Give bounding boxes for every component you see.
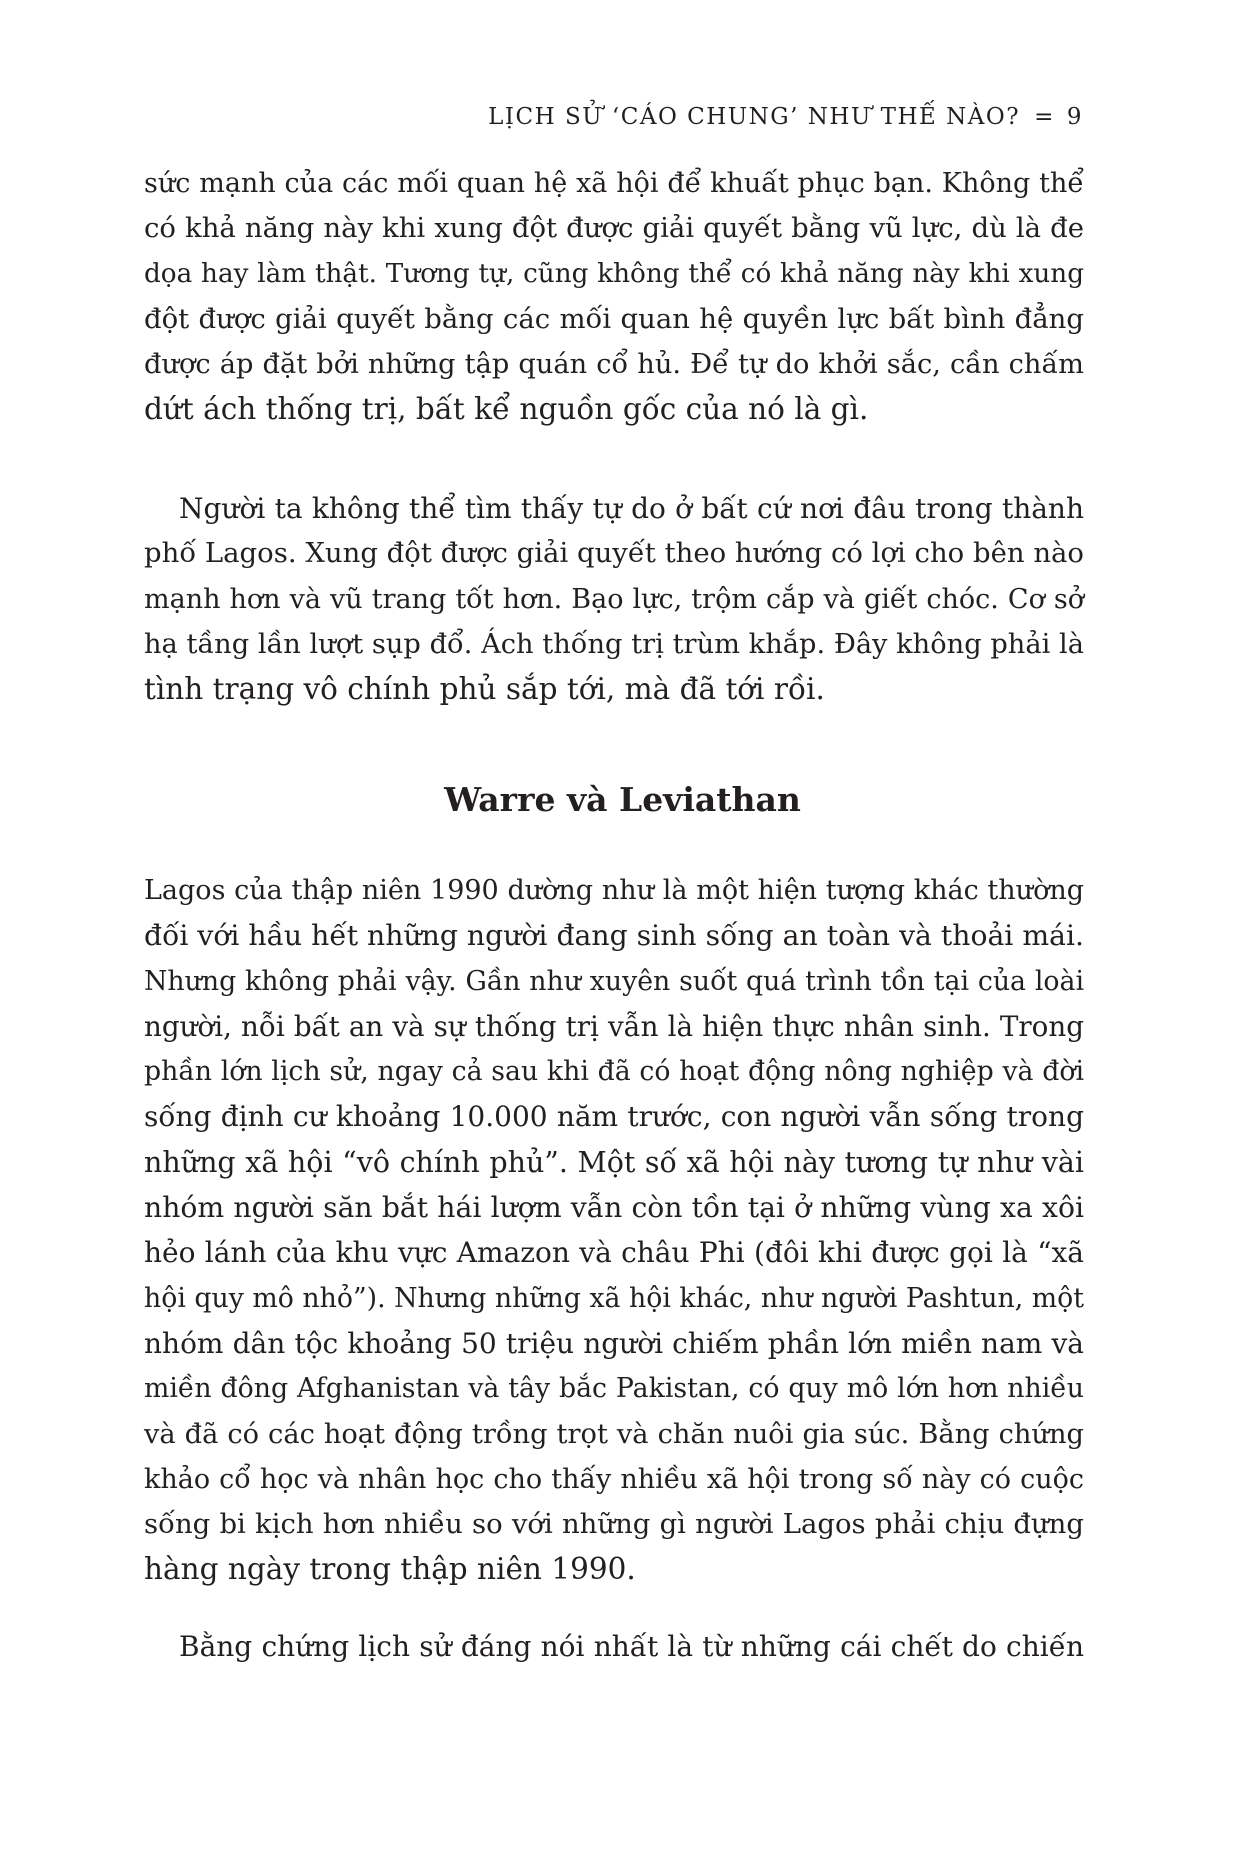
text-line: miền đông Afghanistan và tây bắc Pakistan, có quy mô lớn hơn nhiều: [144, 1373, 1084, 1405]
running-title: LỊCH SỬ ‘CÁO CHUNG’ NHƯ THẾ NÀO?: [488, 104, 1021, 130]
text-line: đối với hầu hết những người đang sinh sống an toàn và thoải mái.: [144, 919, 1084, 953]
paragraph: [144, 1624, 1084, 1669]
text-line: dọa hay làm thật. Tương tự, cũng không thể có khả năng này khi xung: [144, 258, 1084, 289]
text-line: khảo cổ học và nhân học cho thấy nhiều xã hội trong số này có cuộc: [144, 1463, 1084, 1495]
text-line: Lagos của thập niên 1990 dường như là một hiện tượng khác thường: [144, 875, 1084, 906]
text-line: những xã hội “vô chính phủ”. Một số xã hội này tương tự như vài: [144, 1145, 1084, 1179]
text-line: sống bi kịch hơn nhiều so với những gì người Lagos phải chịu đựng: [144, 1508, 1084, 1541]
text-line: hẻo lánh của khu vực Amazon và châu Phi (đôi khi được gọi là “xã: [144, 1236, 1084, 1270]
text-line: dứt ách thống trị, bất kể nguồn gốc của nó là gì.: [144, 392, 869, 427]
text-line: hội quy mô nhỏ”). Nhưng những xã hội khác, như người Pashtun, một: [144, 1282, 1084, 1314]
running-header: [488, 104, 1083, 130]
text-line: sức mạnh của các mối quan hệ xã hội để khuất phục bạn. Không thể: [144, 168, 1084, 199]
text-line: đột được giải quyết bằng các mối quan hệ quyền lực bất bình đẳng: [144, 302, 1084, 335]
section-heading: Warre và Leviathan: [444, 780, 801, 819]
text-line: Người ta không thể tìm thấy tự do ở bất cứ nơi đâu trong thành: [179, 492, 1084, 525]
text-line: được áp đặt bởi những tập quán cổ hủ. Để tự do khởi sắc, cần chấm: [144, 349, 1084, 381]
text-line: phố Lagos. Xung đột được giải quyết theo hướng có lợi cho bên nào: [144, 537, 1084, 570]
paragraph: [144, 161, 1084, 433]
text-line: và đã có các hoạt động trồng trọt và chăn nuôi gia súc. Bằng chứng: [144, 1418, 1084, 1450]
text-line: hàng ngày trong thập niên 1990.: [144, 1552, 636, 1587]
paragraph: [144, 868, 1084, 1593]
text-line: nhóm dân tộc khoảng 50 triệu người chiếm phần lớn miền nam và: [144, 1326, 1084, 1360]
paragraph: [144, 486, 1084, 712]
text-line: nhóm người săn bắt hái lượm vẫn còn tồn tại ở những vùng xa xôi: [144, 1191, 1084, 1225]
header-separator: =: [1034, 104, 1055, 130]
text-line: phần lớn lịch sử, ngay cả sau khi đã có hoạt động nông nghiệp và đời: [144, 1056, 1084, 1088]
text-line: hạ tầng lần lượt sụp đổ. Ách thống trị trùm khắp. Đây không phải là: [144, 628, 1084, 660]
text-line: có khả năng này khi xung đột được giải quyết bằng vũ lực, dù là đe: [144, 212, 1084, 245]
text-line: người, nỗi bất an và sự thống trị vẫn là hiện thực nhân sinh. Trong: [144, 1009, 1084, 1043]
text-line: Nhưng không phải vậy. Gần như xuyên suốt quá trình tồn tại của loài: [144, 965, 1084, 997]
text-line: Bằng chứng lịch sử đáng nói nhất là từ những cái chết do chiến: [179, 1630, 1084, 1663]
text-line: tình trạng vô chính phủ sắp tới, mà đã tới rồi.: [144, 672, 825, 707]
text-line: sống định cư khoảng 10.000 năm trước, con người vẫn sống trong: [144, 1100, 1084, 1134]
page-number: 9: [1066, 104, 1083, 130]
text-line: mạnh hơn và vũ trang tốt hơn. Bạo lực, trộm cắp và giết chóc. Cơ sở: [144, 583, 1084, 615]
